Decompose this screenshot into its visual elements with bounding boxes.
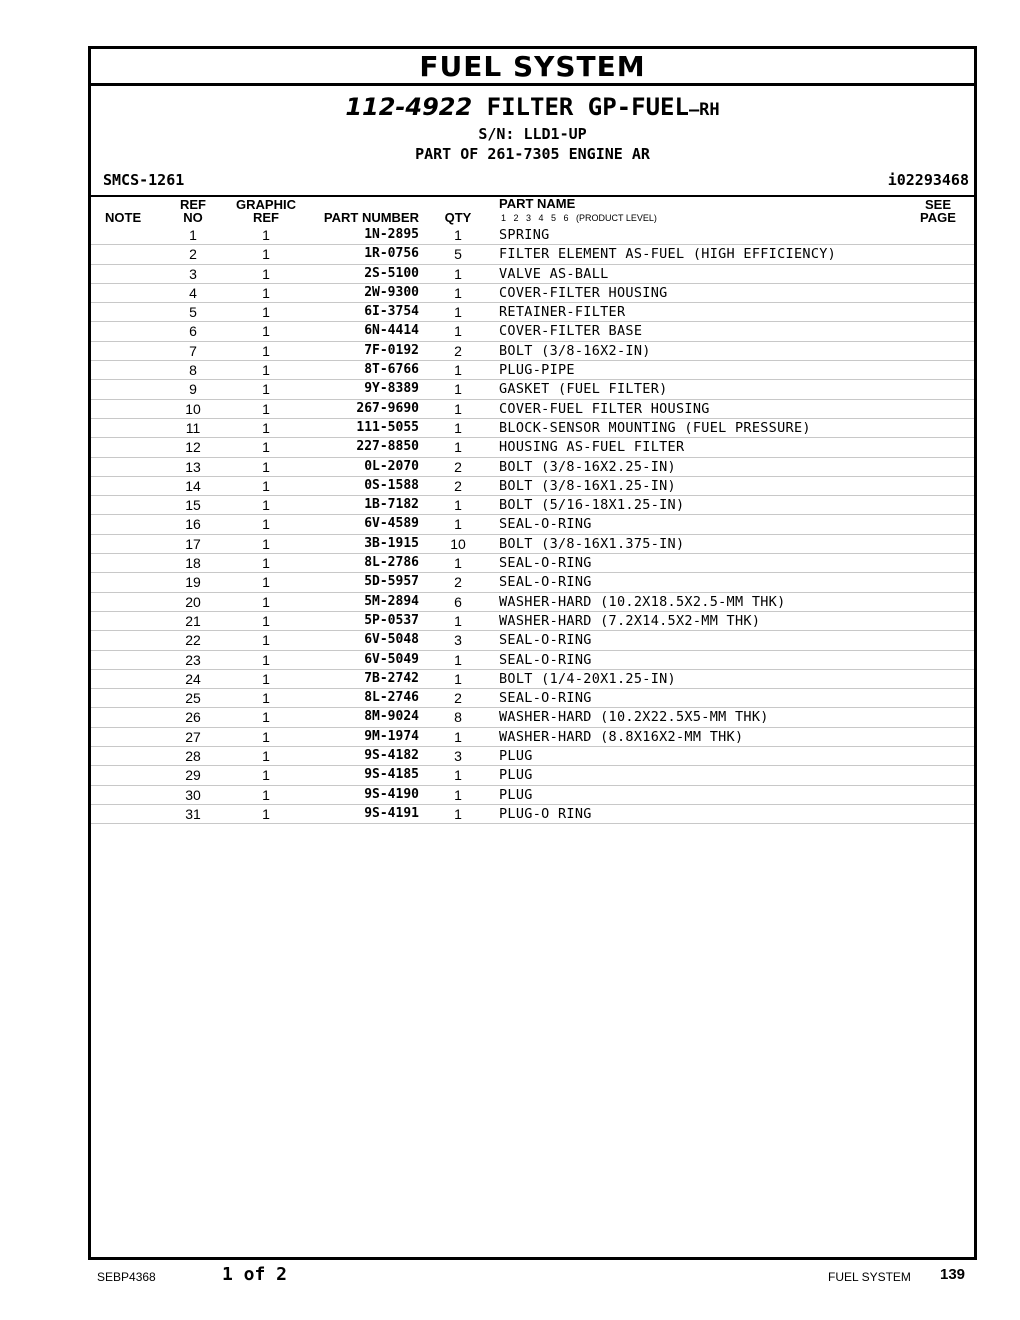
ref-no: 23 (185, 651, 201, 668)
table-row (91, 438, 974, 457)
quantity: 2 (454, 458, 462, 475)
graphic-ref: 1 (262, 304, 270, 321)
ref-no: 20 (185, 593, 201, 610)
ref-no: 12 (185, 439, 201, 456)
col-part-number: PART NUMBER (323, 210, 419, 225)
quantity: 2 (454, 574, 462, 591)
part-name: BOLT (3/8-16X1.375-IN) (499, 535, 685, 552)
group-title (91, 93, 974, 124)
table-row (91, 477, 974, 496)
quantity: 6 (454, 593, 462, 610)
part-name: SEAL-O-RING (499, 690, 592, 707)
part-name: SPRING (499, 227, 550, 243)
parts-page-frame (88, 46, 977, 1260)
table-row (91, 245, 974, 264)
table-row (91, 380, 974, 399)
ref-no: 6 (189, 323, 197, 340)
part-name: WASHER-HARD (10.2X18.5X2.5-MM THK) (499, 593, 786, 610)
graphic-ref: 1 (262, 805, 270, 822)
doc-id: SEBP4368 (97, 1270, 156, 1284)
col-ref-top: REF (180, 197, 206, 212)
part-number: 9S-4185 (364, 767, 419, 783)
smcs-row (91, 169, 974, 191)
graphic-ref: 1 (262, 728, 270, 745)
part-number: 111-5055 (356, 419, 419, 435)
quantity: 1 (454, 304, 462, 321)
quantity: 1 (454, 767, 462, 784)
table-row (91, 805, 974, 824)
quantity: 1 (454, 381, 462, 398)
part-number: 1N-2895 (364, 227, 419, 242)
part-name: PLUG-PIPE (499, 362, 575, 379)
quantity: 8 (454, 709, 462, 726)
part-name: COVER-FILTER HOUSING (499, 284, 668, 301)
quantity: 1 (454, 284, 462, 301)
quantity: 1 (454, 670, 462, 687)
part-number: 5M-2894 (364, 593, 419, 609)
quantity: 1 (454, 439, 462, 456)
part-name: BOLT (3/8-16X2-IN) (499, 342, 651, 359)
table-row (91, 226, 974, 245)
part-number: 2S-5100 (364, 265, 419, 281)
part-name: SEAL-O-RING (499, 651, 592, 668)
ref-no: 31 (185, 805, 201, 822)
table-row (91, 747, 974, 766)
part-number: 1B-7182 (364, 497, 419, 513)
graphic-ref: 1 (262, 555, 270, 572)
table-row (91, 303, 974, 322)
table-row (91, 786, 974, 805)
part-name: BOLT (3/8-16X1.25-IN) (499, 477, 676, 494)
ref-no: 28 (185, 748, 201, 765)
part-name: WASHER-HARD (8.8X16X2-MM THK) (499, 728, 744, 745)
part-number: 267-9690 (356, 400, 419, 416)
quantity: 1 (454, 497, 462, 514)
part-name: BLOCK-SENSOR MOUNTING (FUEL PRESSURE) (499, 419, 811, 436)
col-graphic-bottom: REF (253, 210, 279, 225)
col-product-levels: 1 2 3 4 5 6 (PRODUCT LEVEL) (501, 213, 657, 223)
part-number: 9Y-8389 (364, 381, 419, 397)
part-number: 9M-1974 (364, 728, 419, 744)
part-name: FILTER ELEMENT AS-FUEL (HIGH EFFICIENCY) (499, 246, 837, 263)
quantity: 1 (454, 265, 462, 282)
table-row (91, 535, 974, 554)
part-number: 0L-2070 (364, 458, 419, 474)
ref-no: 30 (185, 786, 201, 803)
graphic-ref: 1 (262, 362, 270, 379)
graphic-ref: 1 (262, 400, 270, 417)
ref-no: 21 (185, 612, 201, 629)
table-row (91, 593, 974, 612)
part-number: 7F-0192 (364, 342, 419, 358)
quantity: 1 (454, 400, 462, 417)
table-row (91, 322, 974, 341)
part-name: WASHER-HARD (10.2X22.5X5-MM THK) (499, 709, 769, 726)
part-name: GASKET (FUEL FILTER) (499, 381, 668, 398)
part-of-line: PART OF 261-7305 ENGINE AR (415, 145, 650, 163)
col-ref-bottom: NO (183, 210, 203, 225)
quantity: 1 (454, 786, 462, 803)
table-row (91, 554, 974, 573)
group-suffix: —RH (688, 100, 720, 120)
page-footer (0, 1262, 1020, 1292)
graphic-ref: 1 (262, 612, 270, 629)
ref-no: 27 (185, 728, 201, 745)
graphic-ref: 1 (262, 439, 270, 456)
graphic-ref: 1 (262, 767, 270, 784)
ref-no: 9 (189, 381, 197, 398)
ref-no: 2 (189, 246, 197, 263)
ref-no: 10 (185, 400, 201, 417)
part-name: PLUG (499, 767, 533, 784)
graphic-ref: 1 (262, 535, 270, 552)
table-row (91, 728, 974, 747)
ref-no: 18 (185, 555, 201, 572)
quantity: 10 (450, 535, 466, 552)
graphic-ref: 1 (262, 632, 270, 649)
graphic-ref: 1 (262, 690, 270, 707)
part-name: PLUG (499, 748, 533, 765)
ref-no: 7 (189, 342, 197, 359)
table-row (91, 400, 974, 419)
part-name: HOUSING AS-FUEL FILTER (499, 439, 685, 456)
graphic-ref: 1 (262, 709, 270, 726)
ref-no: 24 (185, 670, 201, 687)
part-number: 8M-9024 (364, 709, 419, 725)
graphic-ref: 1 (262, 227, 270, 243)
ref-no: 19 (185, 574, 201, 591)
table-row (91, 651, 974, 670)
ref-no: 29 (185, 767, 201, 784)
ref-no: 26 (185, 709, 201, 726)
graphic-ref: 1 (262, 574, 270, 591)
part-name: COVER-FILTER BASE (499, 323, 643, 340)
graphic-ref: 1 (262, 458, 270, 475)
graphic-ref: 1 (262, 651, 270, 668)
ref-no: 8 (189, 362, 197, 379)
graphic-ref: 1 (262, 748, 270, 765)
quantity: 1 (454, 651, 462, 668)
ref-no: 14 (185, 477, 201, 494)
part-name: WASHER-HARD (7.2X14.5X2-MM THK) (499, 612, 761, 629)
quantity: 1 (454, 555, 462, 572)
graphic-ref: 1 (262, 246, 270, 263)
ref-no: 3 (189, 265, 197, 282)
graphic-ref: 1 (262, 477, 270, 494)
table-row (91, 361, 974, 380)
quantity: 1 (454, 728, 462, 745)
ref-no: 22 (185, 632, 201, 649)
col-part-name: PART NAME (499, 196, 576, 211)
quantity: 1 (454, 323, 462, 340)
quantity: 1 (454, 805, 462, 822)
ref-no: 5 (189, 304, 197, 321)
ref-no: 25 (185, 690, 201, 707)
part-name: PLUG-O RING (499, 805, 592, 822)
table-row (91, 708, 974, 727)
part-name: RETAINER-FILTER (499, 304, 626, 321)
col-graphic-top: GRAPHIC (236, 197, 296, 212)
column-headers (91, 195, 974, 227)
part-name: SEAL-O-RING (499, 555, 592, 572)
table-row (91, 689, 974, 708)
part-name: PLUG (499, 786, 533, 803)
table-row (91, 573, 974, 592)
table-row (91, 419, 974, 438)
graphic-ref: 1 (262, 419, 270, 436)
graphic-ref: 1 (262, 516, 270, 533)
table-row (91, 631, 974, 650)
part-number: 5D-5957 (364, 574, 419, 590)
ref-no: 11 (185, 419, 201, 436)
graphic-ref: 1 (262, 670, 270, 687)
part-number: 9S-4190 (364, 786, 419, 802)
graphic-ref: 1 (262, 497, 270, 514)
ref-no: 16 (185, 516, 201, 533)
table-row (91, 515, 974, 534)
part-number: 9S-4182 (364, 748, 419, 764)
graphic-ref: 1 (262, 265, 270, 282)
group-name: FILTER GP-FUEL (486, 93, 689, 121)
part-number: 1R-0756 (364, 246, 419, 262)
quantity: 2 (454, 477, 462, 494)
quantity: 2 (454, 342, 462, 359)
col-see-top: SEE (924, 197, 951, 212)
part-name: VALVE AS-BALL (499, 265, 609, 282)
graphic-ref: 1 (262, 593, 270, 610)
part-number: 9S-4191 (364, 805, 419, 821)
part-number: 6V-5049 (364, 651, 419, 667)
quantity: 3 (454, 632, 462, 649)
quantity: 3 (454, 748, 462, 765)
graphic-ref: 1 (262, 284, 270, 301)
table-row (91, 342, 974, 361)
illustration-id: i02293468 (887, 171, 969, 189)
parts-list (91, 226, 974, 824)
part-number: 0S-1588 (364, 477, 419, 493)
part-name: SEAL-O-RING (499, 516, 592, 533)
quantity: 1 (454, 516, 462, 533)
part-number: 7B-2742 (364, 670, 419, 686)
table-row (91, 766, 974, 785)
part-name: SEAL-O-RING (499, 574, 592, 591)
quantity: 2 (454, 690, 462, 707)
table-row (91, 670, 974, 689)
part-number: 8L-2746 (364, 690, 419, 706)
part-number: 6V-4589 (364, 516, 419, 532)
part-name: BOLT (1/4-20X1.25-IN) (499, 670, 676, 687)
ref-no: 13 (185, 458, 201, 475)
graphic-ref: 1 (262, 342, 270, 359)
quantity: 1 (454, 227, 462, 243)
page-of: 1 of 2 (222, 1264, 288, 1285)
part-name: SEAL-O-RING (499, 632, 592, 649)
part-number: 8T-6766 (364, 362, 419, 378)
footer-section: FUEL SYSTEM (828, 1270, 911, 1284)
table-row (91, 496, 974, 515)
part-number: 227-8850 (356, 439, 419, 455)
part-number: 6V-5048 (364, 632, 419, 648)
quantity: 1 (454, 612, 462, 629)
ref-no: 1 (189, 227, 197, 243)
ref-no: 4 (189, 284, 197, 301)
part-number: 6N-4414 (364, 323, 419, 339)
smcs-code: SMCS-1261 (103, 171, 185, 189)
ref-no: 17 (185, 535, 201, 552)
quantity: 5 (454, 246, 462, 263)
part-number: 2W-9300 (364, 284, 419, 300)
col-note: NOTE (105, 210, 142, 225)
table-row (91, 284, 974, 303)
part-name: BOLT (3/8-16X2.25-IN) (499, 458, 676, 475)
ref-no: 15 (185, 497, 201, 514)
part-number: 3B-1915 (364, 535, 419, 551)
page-number: 139 (940, 1266, 966, 1283)
part-name: BOLT (5/16-18X1.25-IN) (499, 497, 685, 514)
quantity: 1 (454, 362, 462, 379)
graphic-ref: 1 (262, 323, 270, 340)
part-name: COVER-FUEL FILTER HOUSING (499, 400, 710, 417)
part-number: 6I-3754 (364, 304, 419, 320)
group-number: 112-4922 (345, 93, 473, 121)
table-row (91, 458, 974, 477)
table-row (91, 265, 974, 284)
table-row (91, 612, 974, 631)
part-number: 8L-2786 (364, 555, 419, 571)
graphic-ref: 1 (262, 786, 270, 803)
col-qty: QTY (444, 210, 472, 225)
section-title: FUEL SYSTEM (91, 49, 974, 86)
quantity: 1 (454, 419, 462, 436)
part-number: 5P-0537 (364, 612, 419, 628)
col-see-bottom: PAGE (920, 210, 956, 225)
serial-number: S/N: LLD1-UP (478, 125, 587, 143)
graphic-ref: 1 (262, 381, 270, 398)
